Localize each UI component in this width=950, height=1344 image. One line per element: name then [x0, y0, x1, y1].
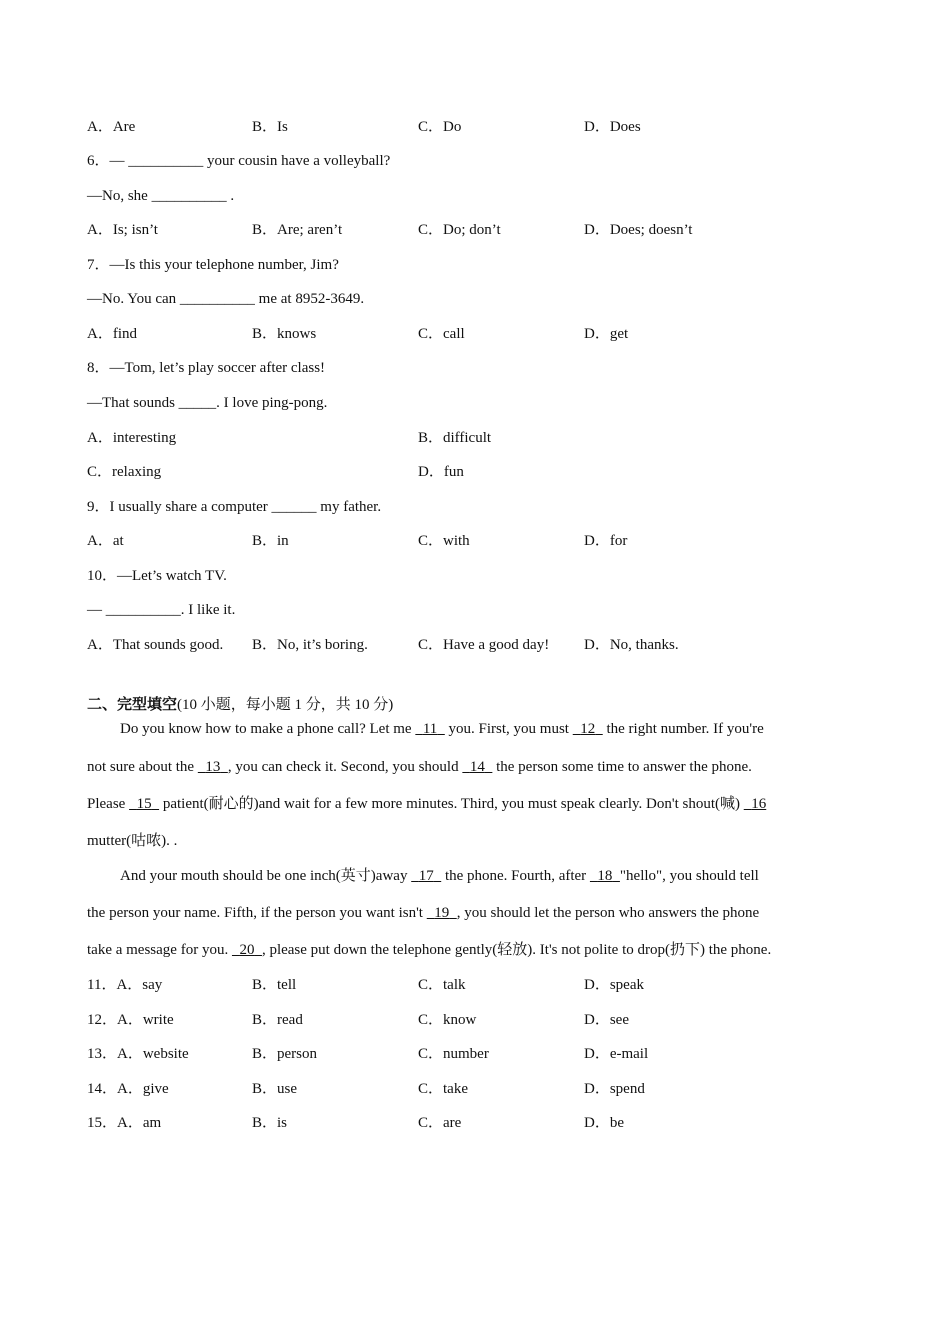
section-2-heading	[87, 694, 393, 715]
option-c: C．call	[418, 326, 465, 342]
section-title: 二、完型填空	[87, 695, 178, 713]
option-c: C．Do; don’t	[418, 222, 501, 238]
q10-stem: 10．—Let’s watch TV.	[87, 568, 227, 584]
option-c: C．Have a good day!	[418, 637, 550, 653]
option-a: A．at	[87, 533, 124, 549]
passage-line: the person your name. Fifth, if the person you want isn't 19 , you should let the person who answers the phone	[87, 905, 760, 921]
option-d: D．No, thanks.	[584, 637, 679, 653]
q7-options	[87, 324, 865, 344]
q8-reply: —That sounds _____. I love ping-pong.	[87, 395, 328, 411]
blank-13: 13	[205, 759, 221, 775]
q6-options	[87, 220, 865, 240]
blank-20: 20	[239, 942, 255, 958]
passage-line: mutter(咕哝). .	[87, 833, 178, 849]
cloze-question-11: 11．A．say B．tell C．talk D．speak	[87, 977, 644, 993]
option-a: A．interesting	[87, 430, 177, 446]
option-b: B．in	[252, 533, 289, 549]
option-b: B．Is	[252, 119, 288, 135]
passage-line: Do you know how to make a phone call? Let me 11 you. First, you must 12 the right number. If you're	[120, 721, 764, 737]
option-d: D．Does; doesn’t	[584, 222, 693, 238]
option-c: C．relaxing	[87, 464, 162, 480]
q10-options	[87, 635, 865, 655]
blank-16: 16	[751, 796, 767, 812]
blank-11: 11	[422, 721, 438, 737]
option-c: C．Do	[418, 119, 462, 135]
q8-options-row2	[87, 462, 865, 482]
passage-line: take a message for you. 20 , please put down the telephone gently(轻放). It's not polite to drop(扔下) the phone.	[87, 942, 772, 958]
option-c: C．with	[418, 533, 470, 549]
blank-18: 18	[597, 868, 613, 884]
blank-17: 17	[418, 868, 434, 884]
option-d: D．for	[584, 533, 628, 549]
option-d: D．Does	[584, 119, 641, 135]
cloze-question-12: 12．A．write B．read C．know D．see	[87, 1012, 629, 1028]
option-a: A．Is; isn’t	[87, 222, 158, 238]
option-d: D．fun	[418, 464, 464, 480]
q9-options	[87, 531, 865, 551]
option-b: B．Are; aren’t	[252, 222, 343, 238]
q8-options-row1	[87, 428, 865, 448]
blank-12: 12	[580, 721, 596, 737]
passage-line: Please 15 patient(耐心的)and wait for a few more minutes. Third, you must speak clearly. Don't shout(喊) 16	[87, 796, 767, 812]
option-b: B．knows	[252, 326, 317, 342]
option-a: A．Are	[87, 119, 136, 135]
option-d: D．get	[584, 326, 629, 342]
option-a: A．find	[87, 326, 137, 342]
option-b: B．No, it’s boring.	[252, 637, 368, 653]
q7-reply: —No. You can __________ me at 8952-3649.	[87, 291, 365, 307]
q7-stem: 7．—Is this your telephone number, Jim?	[87, 257, 339, 273]
cloze-question-15: 15．A．am B．is C．are D．be	[87, 1115, 624, 1131]
q6-stem: 6．— __________ your cousin have a volleyball?	[87, 153, 391, 169]
passage-line: And your mouth should be one inch(英寸)away 17 the phone. Fourth, after 18 "hello", you should tell	[120, 868, 759, 884]
blank-14: 14	[469, 759, 485, 775]
blank-19: 19	[434, 905, 450, 921]
option-a: A．That sounds good.	[87, 637, 224, 653]
q9-stem: 9．I usually share a computer ______ my father.	[87, 499, 382, 515]
cloze-question-14: 14．A．give B．use C．take D．spend	[87, 1081, 645, 1097]
q10-reply: — __________. I like it.	[87, 602, 236, 618]
option-b: B．difficult	[418, 430, 492, 446]
passage-line: not sure about the 13 , you can check it. Second, you should 14 the person some time to answer the phone.	[87, 759, 752, 775]
q6-reply: —No, she __________ .	[87, 188, 235, 204]
section-score-note: (10 小题，每小题 1 分，共 10 分)	[177, 697, 394, 713]
q5-options	[87, 117, 865, 137]
q8-stem: 8．—Tom, let’s play soccer after class!	[87, 360, 326, 376]
cloze-question-13: 13．A．website B．person C．number D．e-mail	[87, 1046, 649, 1062]
blank-15: 15	[136, 796, 152, 812]
